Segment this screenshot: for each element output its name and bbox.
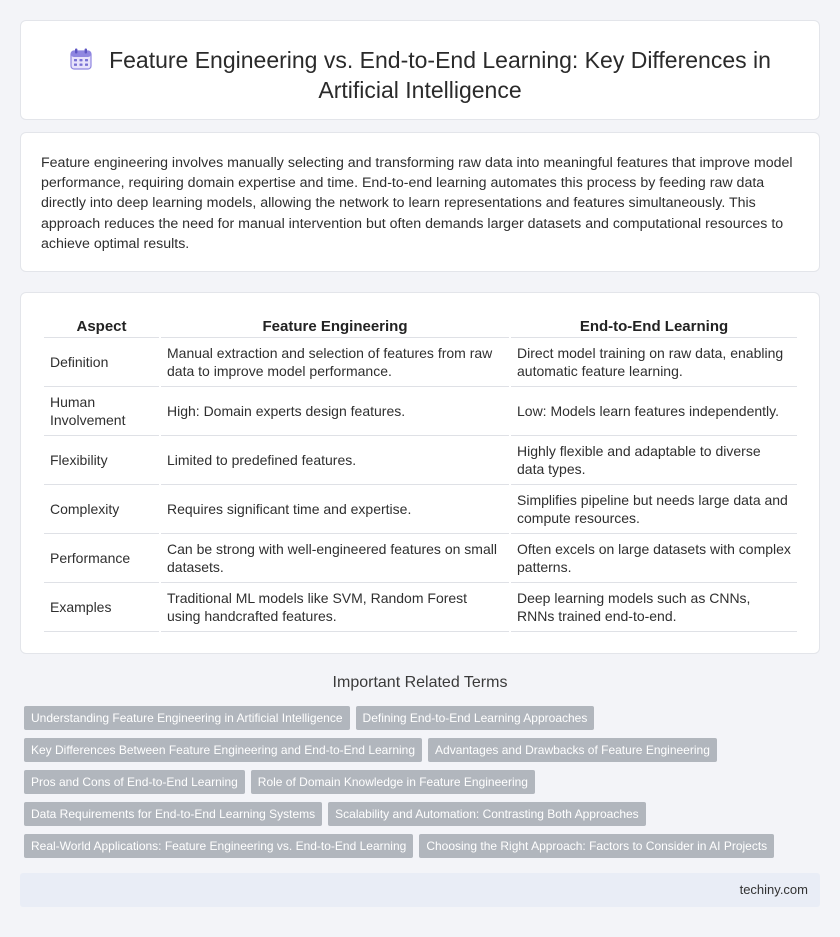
related-terms-title: Important Related Terms [332,674,508,691]
related-term-tag[interactable]: Data Requirements for End-to-End Learning Systems [24,802,322,826]
cell-aspect: Definition [44,338,159,387]
related-term-tag[interactable]: Choosing the Right Approach: Factors to Consider in AI Projects [419,834,774,858]
footer [20,873,820,907]
table-row [44,338,797,387]
table-row [44,436,797,485]
comparison-table [42,316,799,632]
related-term-tag[interactable]: Role of Domain Knowledge in Feature Engineering [251,770,535,794]
cell-feature-engineering: Limited to predefined features. [161,436,509,485]
table-row [44,583,797,632]
related-term-tag[interactable]: Understanding Feature Engineering in Artificial Intelligence [24,706,350,730]
page-title-wrap [21,45,819,105]
intro-card [20,132,820,272]
tag-row [24,802,652,826]
cell-end-to-end: Often excels on large datasets with complex patterns. [511,534,797,583]
comparison-table-card [20,292,820,654]
related-term-tag[interactable]: Defining End-to-End Learning Approaches [356,706,595,730]
cell-end-to-end: Simplifies pipeline but needs large data and compute resources. [511,485,797,534]
cell-feature-engineering: Can be strong with well-engineered features on small datasets. [161,534,509,583]
cell-feature-engineering: Manual extraction and selection of features from raw data to improve model performance. [161,338,509,387]
cell-feature-engineering: Requires significant time and expertise. [161,485,509,534]
tag-row [24,770,541,794]
cell-aspect: Complexity [44,485,159,534]
related-term-tag[interactable]: Advantages and Drawbacks of Feature Engineering [428,738,717,762]
intro-text: Feature engineering involves manually selecting and transforming raw data into meaningful features that improve model performance, requiring domain expertise and time. End-to-end learning automates this process by feeding raw data directly into deep learning models, allowing the network to learn representations and features simultaneously. This approach reduces the need for manual intervention but often demands larger datasets and computational resources to achieve optimal results. [41,155,793,252]
footer-site-link[interactable]: techiny.com [739,882,808,897]
related-term-tag[interactable]: Key Differences Between Feature Engineering and End-to-End Learning [24,738,422,762]
cell-aspect: Examples [44,583,159,632]
cell-end-to-end: Highly flexible and adaptable to diverse data types. [511,436,797,485]
calendar-icon [69,47,93,71]
cell-feature-engineering: Traditional ML models like SVM, Random Forest using handcrafted features. [161,583,509,632]
page-title: Feature Engineering vs. End-to-End Learning: Key Differences in Artificial Intelligence [109,47,771,103]
cell-end-to-end: Direct model training on raw data, enabling automatic feature learning. [511,338,797,387]
cell-end-to-end: Low: Models learn features independently. [511,387,797,436]
cell-aspect: Human Involvement [44,387,159,436]
table-row [44,387,797,436]
header-end-to-end: End-to-End Learning [511,316,797,338]
tag-row [24,738,723,762]
header-aspect: Aspect [44,316,159,338]
related-term-tag[interactable]: Scalability and Automation: Contrasting Both Approaches [328,802,646,826]
table-row [44,485,797,534]
tag-row [24,834,780,858]
header-card [20,20,820,120]
related-term-tag[interactable]: Real-World Applications: Feature Engineering vs. End-to-End Learning [24,834,413,858]
tag-row [24,706,600,730]
table-row [44,534,797,583]
header-feature-engineering: Feature Engineering [161,316,509,338]
related-term-tag[interactable]: Pros and Cons of End-to-End Learning [24,770,245,794]
cell-feature-engineering: High: Domain experts design features. [161,387,509,436]
table-header-row [44,316,797,338]
cell-aspect: Flexibility [44,436,159,485]
cell-end-to-end: Deep learning models such as CNNs, RNNs trained end-to-end. [511,583,797,632]
cell-aspect: Performance [44,534,159,583]
